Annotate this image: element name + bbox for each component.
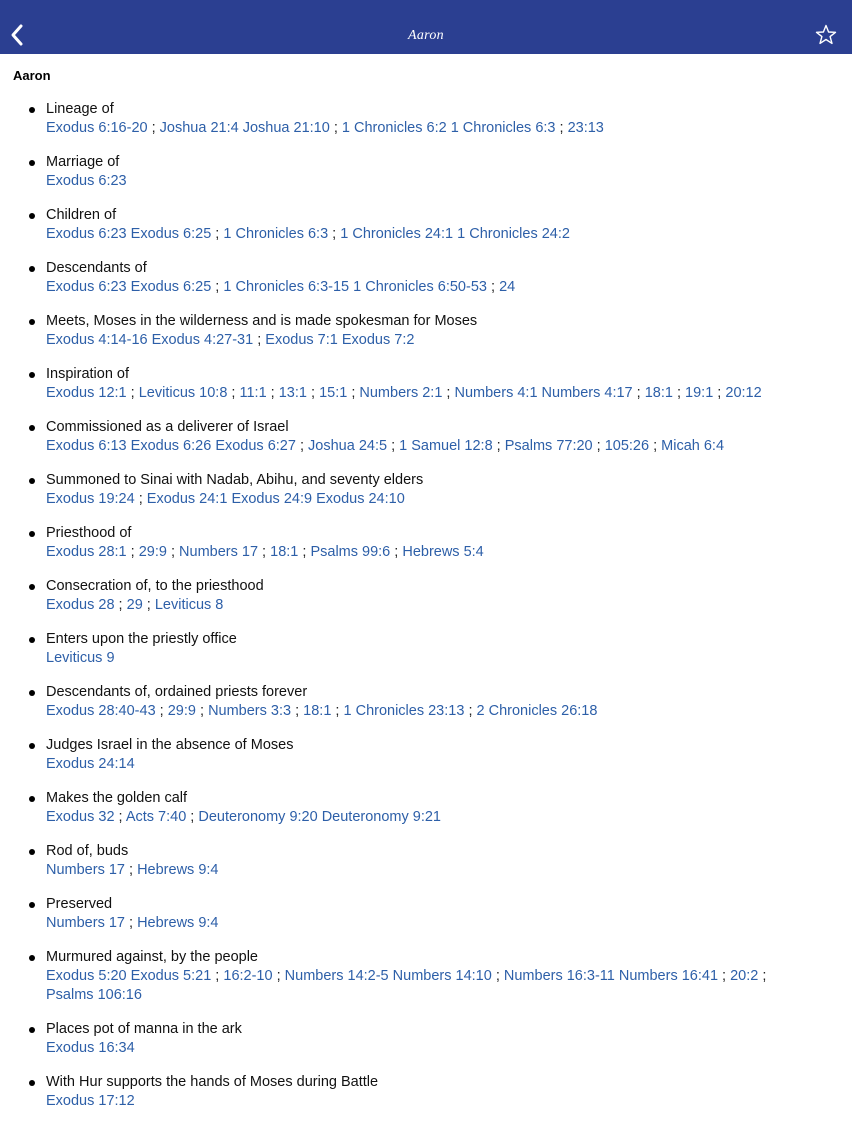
scripture-reference-link[interactable]: Exodus 6:25 — [130, 279, 212, 295]
scripture-reference-link[interactable]: 1 Chronicles 6:3-15 — [223, 279, 350, 295]
reference-list — [46, 384, 852, 403]
scripture-reference-link[interactable]: Numbers 17 — [179, 544, 259, 560]
scripture-reference-link[interactable]: Joshua 24:5 — [308, 438, 388, 454]
reference-separator: ; — [195, 703, 209, 719]
scripture-reference-link[interactable]: 1 Chronicles 6:50-53 — [353, 279, 487, 295]
bullet-icon — [29, 902, 35, 908]
reference-separator: ; — [295, 438, 309, 454]
scripture-reference-link[interactable]: Hebrews 9:4 — [137, 915, 219, 931]
reference-list — [46, 278, 852, 297]
entry-list — [0, 100, 852, 1126]
list-item — [0, 259, 852, 297]
entry-title: Commissioned as a deliverer of Israel — [46, 419, 289, 435]
scripture-reference-link[interactable]: Exodus 6:25 — [130, 226, 212, 242]
list-item — [0, 683, 852, 721]
entry-title: Rod of, buds — [46, 843, 129, 859]
reference-list — [46, 1039, 852, 1058]
reference-separator: ; — [492, 438, 505, 454]
scripture-reference-link[interactable]: Psalms 77:20 — [504, 438, 593, 454]
reference-separator: ; — [555, 120, 568, 136]
scripture-reference-link[interactable]: Exodus 7:1 — [265, 332, 338, 348]
scripture-reference-link[interactable]: 1 Chronicles 24:2 — [457, 226, 570, 242]
bullet-icon — [29, 372, 35, 378]
scripture-reference-link[interactable]: 1 Samuel 12:8 — [399, 438, 493, 454]
scripture-reference-link[interactable]: 20:12 — [725, 385, 762, 401]
bullet-icon — [29, 266, 35, 272]
scripture-reference-link[interactable]: Numbers 4:1 — [454, 385, 538, 401]
reference-list — [46, 331, 852, 350]
scripture-reference-link[interactable]: 105:26 — [604, 438, 650, 454]
reference-separator: ; — [253, 332, 266, 348]
reference-list — [46, 649, 852, 668]
list-item — [0, 206, 852, 244]
bullet-icon — [29, 319, 35, 325]
scripture-reference-link[interactable]: Exodus 24:9 — [231, 491, 313, 507]
bullet-icon — [29, 1080, 35, 1086]
entry-title: Lineage of — [46, 101, 114, 117]
scripture-reference-link[interactable]: 24 — [499, 279, 516, 295]
scripture-reference-link[interactable]: 23:13 — [567, 120, 604, 136]
reference-list — [46, 172, 852, 191]
entry-title: Descendants of, ordained priests forever — [46, 684, 308, 700]
scripture-reference-link[interactable]: Psalms 99:6 — [310, 544, 391, 560]
entry-title: Murmured against, by the people — [46, 949, 258, 965]
scripture-reference-link[interactable]: 1 Chronicles 24:1 — [340, 226, 454, 242]
reference-separator: ; — [347, 385, 360, 401]
reference-separator: ; — [211, 226, 224, 242]
scripture-reference-link[interactable]: Exodus 17:12 — [46, 1093, 135, 1109]
scripture-reference-link[interactable]: Exodus 7:2 — [341, 332, 415, 348]
scripture-reference-link[interactable]: Numbers 3:3 — [208, 703, 292, 719]
list-item — [0, 736, 852, 774]
scripture-reference-link[interactable]: Leviticus 8 — [154, 597, 224, 613]
scripture-reference-link[interactable]: 2 Chronicles 26:18 — [476, 703, 598, 719]
scripture-reference-link[interactable]: Exodus 16:34 — [46, 1040, 135, 1056]
reference-separator: ; — [266, 385, 279, 401]
scripture-reference-link[interactable]: 16:2-10 — [223, 968, 273, 984]
scripture-reference-link[interactable]: 20:2 — [730, 968, 759, 984]
bullet-icon — [29, 743, 35, 749]
reference-separator: ; — [718, 968, 731, 984]
reference-list — [46, 437, 852, 456]
reference-separator: ; — [713, 385, 726, 401]
entry-title: With Hur supports the hands of Moses during Battle — [46, 1074, 379, 1090]
reference-separator: ; — [632, 385, 645, 401]
reference-separator: ; — [672, 385, 686, 401]
bullet-icon — [29, 160, 35, 166]
reference-separator: ; — [328, 226, 341, 242]
reference-separator: ; — [124, 862, 138, 878]
scripture-reference-link[interactable]: Deuteronomy 9:20 — [198, 809, 318, 825]
reference-list — [46, 808, 852, 827]
page-title: Aaron — [408, 28, 444, 43]
entry-title: Summoned to Sinai with Nadab, Abihu, and seventy elders — [46, 472, 424, 488]
scripture-reference-link[interactable]: 19:1 — [685, 385, 714, 401]
reference-list — [46, 755, 852, 774]
list-item — [0, 100, 852, 138]
reference-separator: ; — [291, 703, 304, 719]
reference-list — [46, 967, 852, 1005]
bullet-icon — [29, 1027, 35, 1033]
list-item — [0, 1020, 852, 1058]
navigation-bar — [0, 0, 852, 54]
list-item — [0, 789, 852, 827]
scripture-reference-link[interactable]: Exodus 12:1 — [46, 385, 127, 401]
scripture-reference-link[interactable]: 1 Chronicles 6:2 — [341, 120, 447, 136]
topic-heading: Aaron — [13, 68, 51, 83]
reference-list — [46, 702, 852, 721]
scripture-reference-link[interactable]: 18:1 — [303, 703, 332, 719]
list-item — [0, 153, 852, 191]
scripture-reference-link[interactable]: Leviticus 9 — [46, 650, 115, 666]
bullet-icon — [29, 531, 35, 537]
entry-title: Preserved — [46, 896, 113, 912]
scripture-reference-link[interactable]: Numbers 16:41 — [618, 968, 719, 984]
reference-separator: ; — [758, 968, 767, 984]
reference-list — [46, 914, 852, 933]
scripture-reference-link[interactable]: Numbers 17 — [46, 862, 125, 878]
reference-separator: ; — [147, 120, 160, 136]
scripture-reference-link[interactable]: Exodus 4:14-16 — [46, 332, 148, 348]
reference-separator: ; — [126, 385, 139, 401]
entry-title: Marriage of — [46, 154, 120, 170]
bullet-icon — [29, 425, 35, 431]
list-item — [0, 365, 852, 403]
list-item — [0, 630, 852, 668]
list-item — [0, 1073, 852, 1111]
entry-title: Makes the golden calf — [46, 790, 188, 806]
reference-list — [46, 119, 852, 138]
reference-separator: ; — [114, 809, 126, 825]
bullet-icon — [29, 690, 35, 696]
list-item — [0, 577, 852, 615]
entry-title: Meets, Moses in the wilderness and is made spokesman for Moses — [46, 313, 478, 329]
entry-title: Inspiration of — [46, 366, 130, 382]
scripture-reference-link[interactable]: 18:1 — [644, 385, 673, 401]
reference-separator: ; — [166, 544, 180, 560]
entry-title: Enters upon the priestly office — [46, 631, 237, 647]
scripture-reference-link[interactable]: 13:1 — [278, 385, 307, 401]
reference-separator: ; — [227, 385, 240, 401]
entry-title: Priesthood of — [46, 525, 132, 541]
bullet-icon — [29, 637, 35, 643]
scripture-reference-link[interactable]: Micah 6:4 — [661, 438, 725, 454]
reference-separator: ; — [211, 279, 224, 295]
scripture-reference-link[interactable]: 1 Chronicles 6:3 — [223, 226, 329, 242]
scripture-reference-link[interactable]: Exodus 5:20 — [46, 968, 127, 984]
list-item — [0, 524, 852, 562]
reference-separator: ; — [649, 438, 662, 454]
scripture-reference-link[interactable]: Exodus 32 — [46, 809, 115, 825]
scripture-reference-link[interactable]: 1 Chronicles 6:3 — [450, 120, 556, 136]
scripture-reference-link[interactable]: Deuteronomy 9:21 — [321, 809, 441, 825]
scripture-reference-link[interactable]: 11:1 — [239, 385, 267, 401]
bullet-icon — [29, 796, 35, 802]
scripture-reference-link[interactable]: Hebrews 5:4 — [402, 544, 484, 560]
scripture-reference-link[interactable]: Exodus 6:16-20 — [46, 120, 148, 136]
entry-title: Judges Israel in the absence of Moses — [46, 737, 294, 753]
topic-content — [0, 54, 852, 1136]
scripture-reference-link[interactable]: Numbers 17 — [46, 915, 125, 931]
favorite-button[interactable] — [814, 23, 838, 47]
scripture-reference-link[interactable]: Exodus 19:24 — [46, 491, 135, 507]
bullet-icon — [29, 478, 35, 484]
scripture-reference-link[interactable]: 15:1 — [319, 385, 348, 401]
scripture-reference-link[interactable]: Joshua 21:10 — [242, 120, 330, 136]
bullet-icon — [29, 107, 35, 113]
scripture-reference-link[interactable]: Exodus 5:21 — [130, 968, 212, 984]
scripture-reference-link[interactable]: 1 Chronicles 23:13 — [343, 703, 465, 719]
reference-separator: ; — [329, 120, 342, 136]
reference-separator: ; — [272, 968, 285, 984]
list-item — [0, 418, 852, 456]
reference-separator: ; — [142, 597, 155, 613]
scripture-reference-link[interactable]: Exodus 28 — [46, 597, 115, 613]
scripture-reference-link[interactable]: 29:9 — [138, 544, 167, 560]
reference-separator: ; — [114, 597, 127, 613]
scripture-reference-link[interactable]: Exodus 6:23 — [46, 226, 127, 242]
reference-list — [46, 225, 852, 244]
star-outline-icon — [814, 23, 838, 47]
scripture-reference-link[interactable]: Leviticus 10:8 — [138, 385, 228, 401]
scripture-reference-link[interactable]: 29:9 — [167, 703, 196, 719]
scripture-reference-link[interactable]: Exodus 24:1 — [146, 491, 228, 507]
scripture-reference-link[interactable]: Numbers 2:1 — [359, 385, 443, 401]
reference-list — [46, 543, 852, 562]
reference-separator: ; — [298, 544, 311, 560]
reference-separator: ; — [186, 809, 199, 825]
scripture-reference-link[interactable]: Exodus 28:40-43 — [46, 703, 156, 719]
bullet-icon — [29, 955, 35, 961]
scripture-reference-link[interactable]: Exodus 24:10 — [316, 491, 405, 507]
list-item — [0, 895, 852, 933]
bullet-icon — [29, 584, 35, 590]
reference-separator: ; — [331, 703, 344, 719]
reference-separator: ; — [491, 968, 504, 984]
reference-separator: ; — [211, 968, 224, 984]
scripture-reference-link[interactable]: Exodus 4:27-31 — [151, 332, 254, 348]
reference-separator: ; — [592, 438, 605, 454]
scripture-reference-link[interactable]: Numbers 14:10 — [392, 968, 492, 984]
scripture-reference-link[interactable]: Exodus 28:1 — [46, 544, 127, 560]
scripture-reference-link[interactable]: Acts 7:40 — [125, 809, 187, 825]
list-item — [0, 312, 852, 350]
reference-separator: ; — [155, 703, 168, 719]
scripture-reference-link[interactable]: Numbers 14:2-5 — [284, 968, 389, 984]
scripture-reference-link[interactable]: 29 — [126, 597, 143, 613]
entry-title: Consecration of, to the priesthood — [46, 578, 264, 594]
reference-separator: ; — [124, 915, 138, 931]
reference-separator: ; — [134, 491, 147, 507]
scripture-reference-link[interactable]: Joshua 21:4 — [159, 120, 239, 136]
scripture-reference-link[interactable]: Psalms 106:16 — [46, 987, 142, 1003]
reference-list — [46, 861, 852, 880]
scripture-reference-link[interactable]: Numbers 16:3-11 — [503, 968, 615, 984]
reference-separator: ; — [126, 544, 139, 560]
scripture-reference-link[interactable]: Exodus 6:27 — [215, 438, 296, 454]
scripture-reference-link[interactable]: Exodus 6:26 — [130, 438, 212, 454]
entry-title: Children of — [46, 207, 117, 223]
scripture-reference-link[interactable]: Exodus 6:23 — [46, 173, 127, 189]
reference-separator: ; — [390, 544, 403, 560]
scripture-reference-link[interactable]: Numbers 4:17 — [541, 385, 633, 401]
scripture-reference-link[interactable]: Exodus 24:14 — [46, 756, 135, 772]
reference-separator: ; — [387, 438, 400, 454]
reference-separator: ; — [442, 385, 455, 401]
list-item — [0, 842, 852, 880]
reference-separator: ; — [464, 703, 477, 719]
reference-separator: ; — [486, 279, 500, 295]
entry-title: Places pot of manna in the ark — [46, 1021, 242, 1037]
reference-list — [46, 596, 852, 615]
reference-list — [46, 490, 852, 509]
reference-list — [46, 1092, 852, 1111]
reference-separator: ; — [306, 385, 320, 401]
bullet-icon — [29, 213, 35, 219]
bullet-icon — [29, 849, 35, 855]
list-item — [0, 471, 852, 509]
scripture-reference-link[interactable]: 18:1 — [270, 544, 299, 560]
list-item — [0, 948, 852, 1005]
scripture-reference-link[interactable]: Exodus 6:13 — [46, 438, 127, 454]
entry-title: Descendants of — [46, 260, 147, 276]
scripture-reference-link[interactable]: Exodus 6:23 — [46, 279, 127, 295]
reference-separator: ; — [258, 544, 271, 560]
scripture-reference-link[interactable]: Hebrews 9:4 — [137, 862, 219, 878]
